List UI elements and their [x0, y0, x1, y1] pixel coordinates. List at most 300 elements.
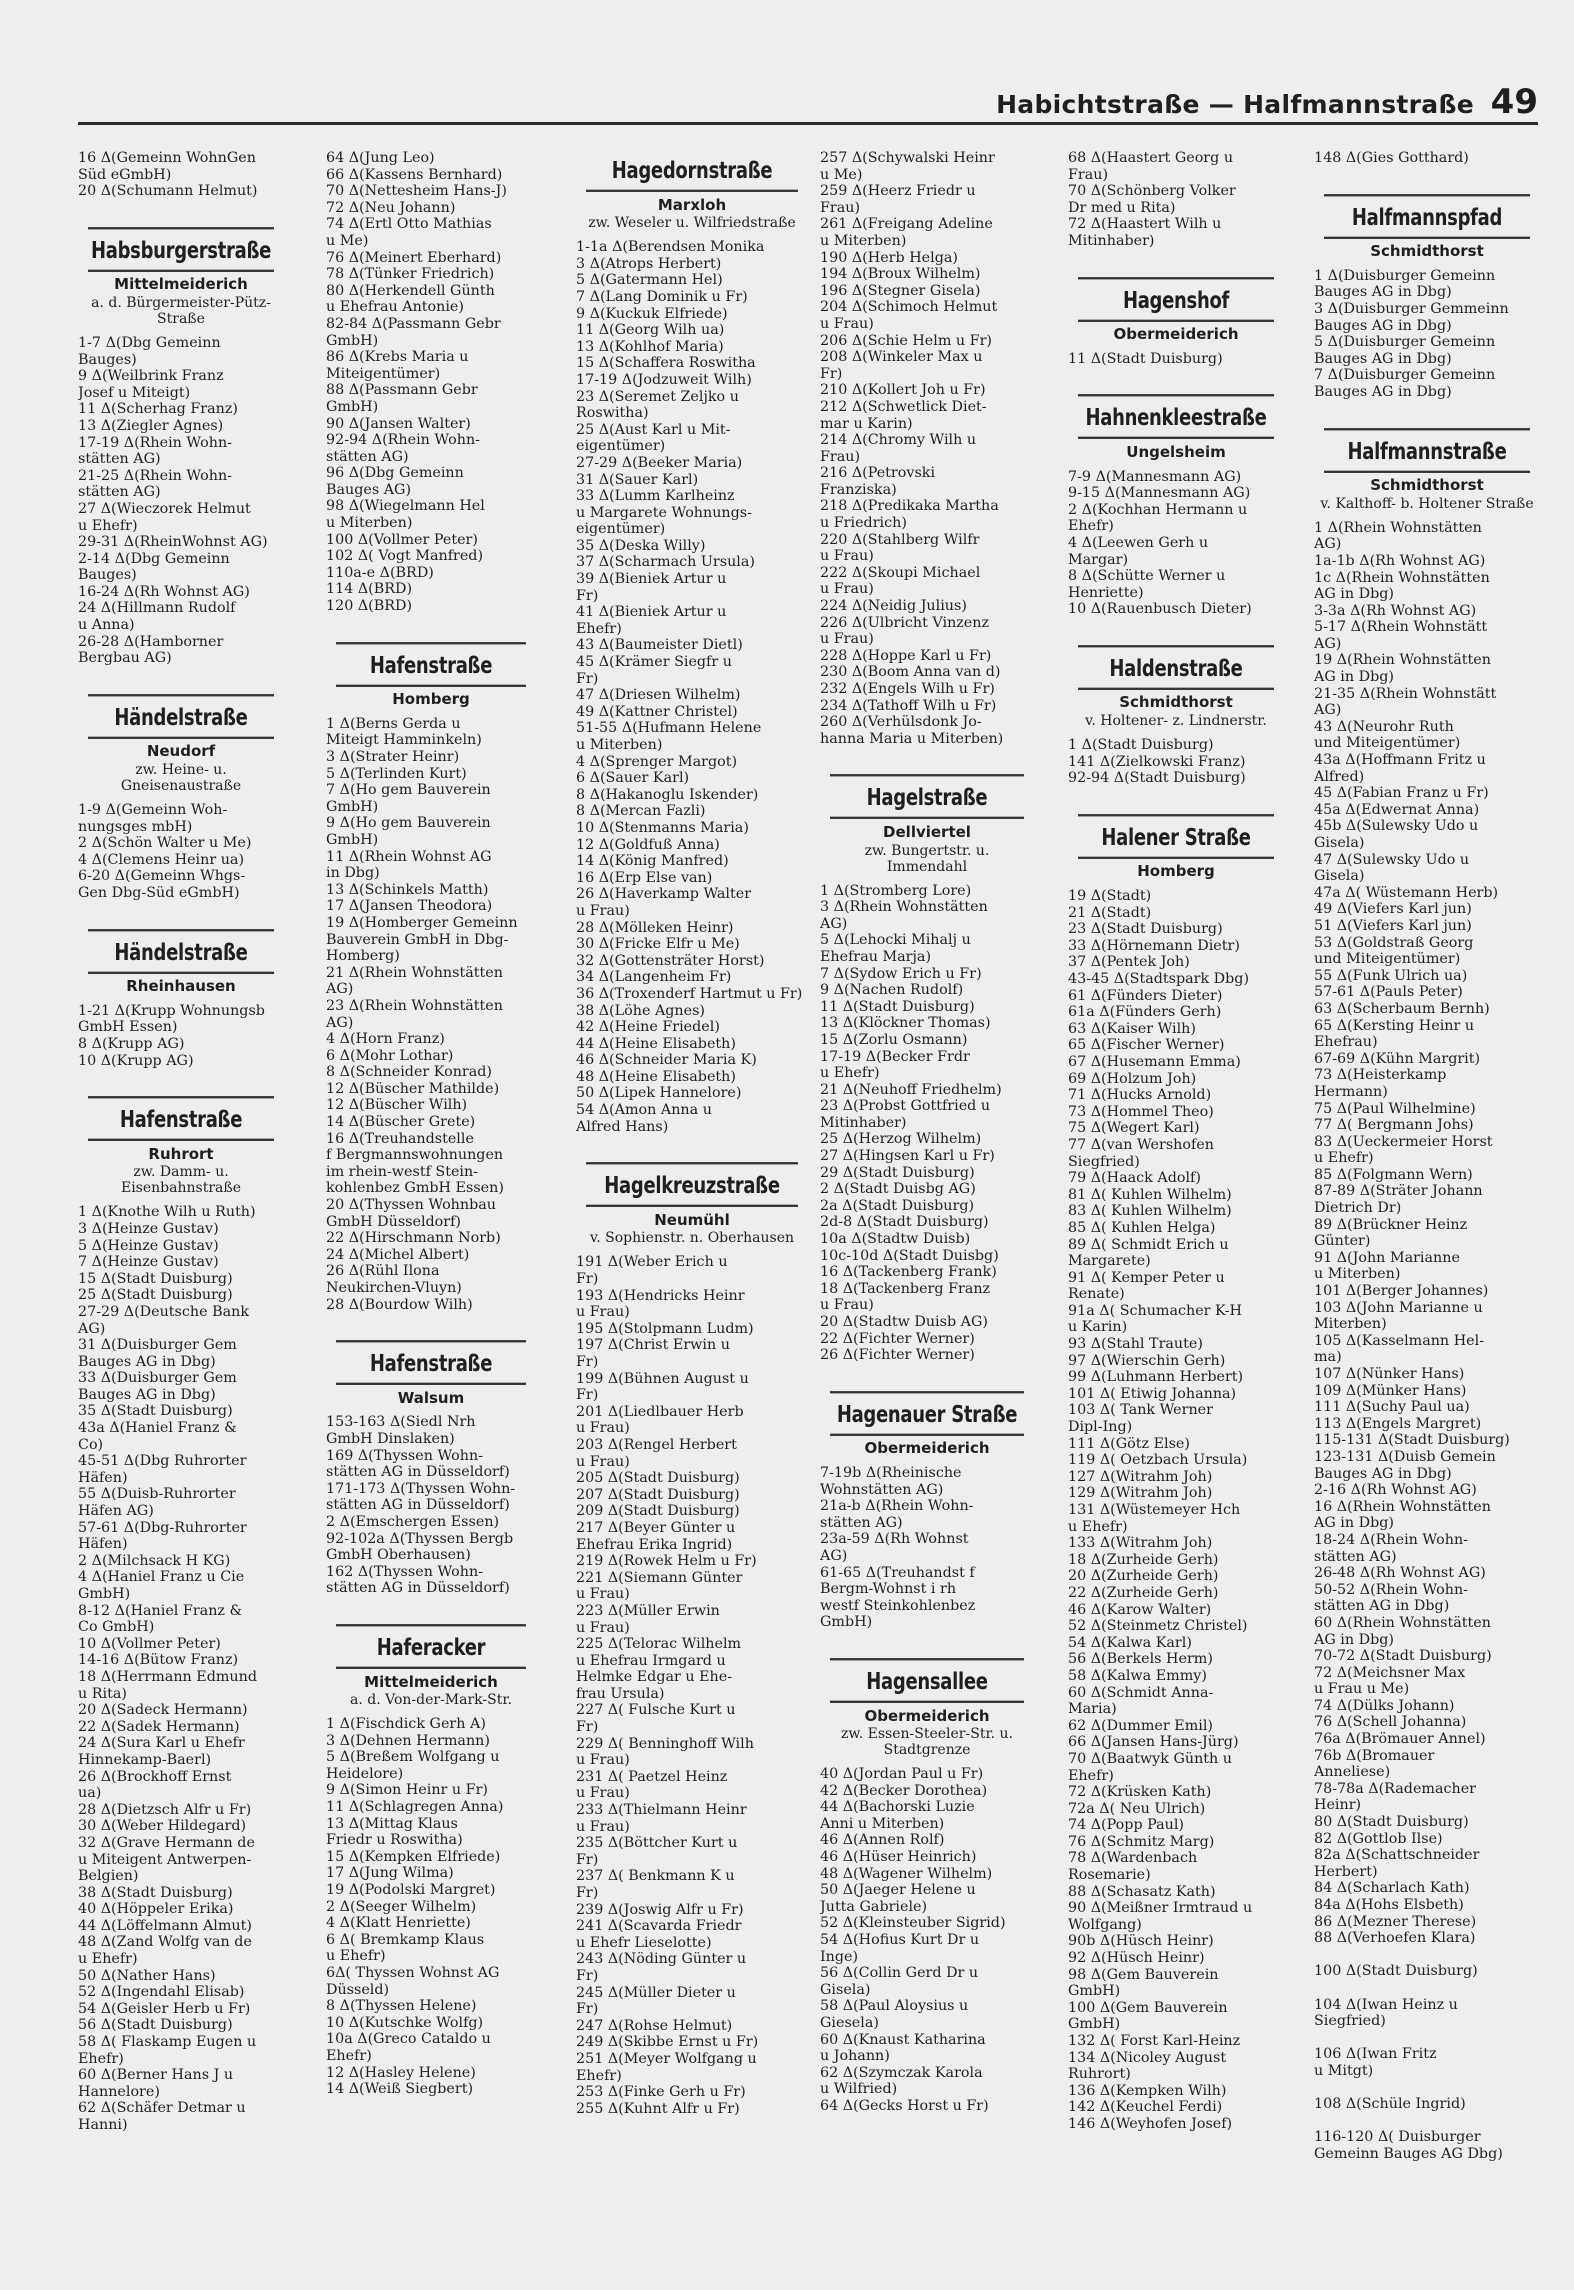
owner-entry: AG): [326, 1014, 354, 1031]
owner-entry: 86 Δ(Mezner Therese): [1314, 1913, 1477, 1930]
owner-entry: Fr): [576, 1354, 599, 1370]
owner-entry: 7 Δ(Duisburger Gemeinn: [1314, 367, 1496, 384]
owner-entry: 194 Δ(Broux Wilhelm): [820, 266, 981, 283]
owner-entry: 43a Δ(Haniel Franz &: [78, 1420, 237, 1437]
owner-entry: 29-31 Δ(RheinWohnst AG): [78, 534, 268, 551]
owner-entry: stätten AG in Düsseldorf): [326, 1580, 510, 1597]
owner-entry: Bauges): [78, 567, 137, 584]
owner-entry: 23 Δ(Rhein Wohnstätten: [326, 997, 503, 1014]
owner-entry: Bergm-Wohnst i rh: [820, 1581, 957, 1598]
owner-entry: 72a Δ( Neu Ulrich): [1068, 1800, 1206, 1817]
street-section: [1314, 197, 1540, 401]
owner-entry: 56 Δ(Collin Gerd Dr u: [820, 1965, 979, 1982]
street-name: Hafenstraße: [336, 642, 526, 686]
owner-entry: 26 Δ(Fichter Werner): [820, 1347, 975, 1364]
owner-entry: 226 Δ(Ulbricht Vinzenz: [820, 614, 990, 631]
owner-entry: 21 Δ(Stadt): [1068, 904, 1152, 921]
owner-entry: AG): [820, 915, 848, 932]
owner-entry: 47 Δ(Driesen Wilhelm): [576, 687, 741, 704]
owner-entry: eigentümer): [576, 521, 666, 538]
owner-entry: GmbH): [326, 798, 379, 815]
street-name: Hagelstraße: [830, 774, 1024, 818]
owner-entry: 136 Δ(Kempken Wilh): [1068, 2082, 1227, 2099]
owner-entry: 221 Δ(Siemann Günter: [576, 1569, 743, 1586]
owner-entry: 16 Δ(Erp Else van): [576, 869, 713, 886]
street-name: Hagedornstraße: [586, 150, 798, 191]
owner-entry: Siegfried): [1314, 2013, 1386, 2030]
owner-entry: 91 Δ( Kemper Peter u: [1068, 1269, 1225, 1286]
owner-entry: 80 Δ(Stadt Duisburg): [1314, 1814, 1469, 1831]
continued-entries: [326, 150, 536, 615]
owner-entry: u Ehefr): [78, 517, 138, 534]
owner-entry: 6 Δ(Sauer Karl): [576, 770, 690, 787]
owner-entry: Hannelore): [78, 2083, 160, 2100]
owner-entry: Siegfried): [1068, 1153, 1140, 1170]
owner-entry: 5 Δ(Terlinden Kurt): [326, 765, 467, 782]
street-district: Marxloh: [657, 195, 727, 214]
owner-entry: Franziska): [820, 481, 897, 498]
owner-entry: 74 Δ(Popp Paul): [1068, 1817, 1184, 1834]
owner-entry: 50 Δ(Lipek Hannelore): [576, 1085, 742, 1102]
owner-entry: 76 Δ(Schmitz Marg): [1068, 1833, 1215, 1850]
owner-entry: in Dbg): [326, 865, 380, 882]
owner-entry: 77 Δ(van Wershofen: [1068, 1136, 1214, 1153]
owner-entry: 92-94 Δ(Stadt Duisburg): [1068, 770, 1246, 787]
owner-entry: Herbert): [1314, 1863, 1378, 1880]
owner-entry: Wolfgang): [1068, 1916, 1142, 1933]
owner-entry: 26 Δ(Brockhoff Ernst: [78, 1768, 232, 1785]
owner-entry: 9-15 Δ(Mannesmann AG): [1068, 485, 1251, 502]
owner-entry: Ehefr): [576, 620, 622, 637]
street-section: [1068, 817, 1284, 2133]
owner-entry: 100 Δ(Gem Bauverein: [1068, 1999, 1228, 2016]
owner-entry: 10 Δ(Krupp AG): [78, 1052, 194, 1069]
owner-entry: 116-120 Δ( Duisburger: [1314, 2129, 1481, 2146]
owner-entry: stätten AG): [326, 448, 409, 465]
owner-entry: 10a Δ(Greco Cataldo u: [326, 2031, 491, 2048]
owner-entry: 241 Δ(Scavarda Friedr: [576, 1918, 742, 1935]
owner-entry: 54 Δ(Geisler Herb u Fr): [78, 2000, 251, 2017]
owner-entry: 120 Δ(BRD): [326, 598, 413, 615]
owner-entry: u Frau u Me): [1314, 1681, 1410, 1698]
owner-entry: 14 Δ(König Manfred): [576, 853, 729, 870]
page-header-title: Habichtstraße — Halfmannstraße: [996, 90, 1474, 119]
owner-entry: u Frau): [576, 1304, 630, 1321]
street-name: Haferacker: [336, 1624, 526, 1668]
owner-entry: 76 Δ(Schell Johanna): [1314, 1714, 1467, 1731]
owner-entry: 10 Δ(Kutschke Wolfg): [326, 2014, 484, 2031]
owner-entry: 78 Δ(Tünker Friedrich): [326, 266, 495, 283]
owner-entry: Ehefrau): [1314, 1034, 1378, 1051]
owner-entry: 104 Δ(Iwan Heinz u: [1314, 1996, 1458, 2013]
owner-entry: 32 Δ(Gottensträter Horst): [576, 952, 765, 969]
owner-entry: 49 Δ(Kattner Christel): [576, 703, 738, 720]
owner-entry: 26 Δ(Rühl Ilona: [326, 1263, 440, 1280]
owner-entry: Fr): [576, 1387, 599, 1404]
owner-entry: 55 Δ(Funk Ulrich ua): [1314, 967, 1468, 984]
owner-entry: 199 Δ(Bühnen August u: [576, 1370, 749, 1387]
owner-entry: u Frau): [576, 1453, 630, 1470]
owner-entry: 3-3a Δ(Rh Wohnst AG): [1314, 602, 1477, 619]
owner-entry: 8 Δ(Thyssen Helene): [326, 1998, 477, 2015]
owner-entry: 44 Δ(Heine Elisabeth): [576, 1035, 736, 1052]
owner-entry: GmbH Düsseldorf): [326, 1213, 461, 1230]
owner-entry: 12 Δ(Hasley Helene): [326, 2064, 476, 2081]
owner-entry: 88 Δ(Passmann Gebr: [326, 382, 478, 399]
owner-entry: u Ehefr): [820, 1065, 880, 1082]
owner-entry: 20 Δ(Sadeck Hermann): [78, 1702, 248, 1719]
owner-entry: 253 Δ(Finke Gerh u Fr): [576, 2084, 746, 2101]
owner-entry: 4 Δ(Leewen Gerh u: [1068, 534, 1209, 551]
owner-entry: GmbH): [326, 332, 379, 349]
owner-entry: 62 Δ(Szymczak Karola: [820, 2064, 983, 2081]
street-section: [820, 1394, 1034, 1631]
owner-entry: 1 Δ(Duisburger Gemeinn: [1314, 267, 1496, 284]
owner-entry: 5-17 Δ(Rhein Wohnstätt: [1314, 619, 1488, 636]
owner-entry: u Miterben): [1314, 1266, 1401, 1283]
street-name: Händelstraße: [88, 929, 274, 973]
owner-entry: Fr): [576, 1271, 599, 1288]
owner-entry: Margarete): [1068, 1253, 1151, 1270]
owner-entry: u Margarete Wohnungs-: [576, 504, 752, 521]
owner-entry: Giesela): [820, 2015, 879, 2031]
owner-entry: 4 Δ(Haniel Franz u Cie: [78, 1569, 245, 1586]
owner-entry: u Me): [820, 166, 863, 183]
owner-entry: 2d-8 Δ(Stadt Duisburg): [820, 1214, 989, 1231]
owner-entry: 2 Δ(Emschergen Essen): [326, 1513, 500, 1530]
continued-entries: [820, 150, 1034, 747]
owner-entry: 1-9 Δ(Gemeinn Woh-: [78, 802, 228, 819]
owner-entry: 46 Δ(Karow Walter): [1068, 1601, 1212, 1618]
owner-entry: 101 Δ( Etiwig Johanna): [1068, 1385, 1237, 1402]
street-name: Hafenstraße: [336, 1340, 526, 1384]
owner-entry: 101 Δ(Berger Johannes): [1314, 1283, 1489, 1300]
owner-entry: 48 Δ(Heine Elisabeth): [576, 1068, 736, 1085]
owner-entry: 142 Δ(Keuchel Ferdi): [1068, 2099, 1223, 2116]
owner-entry: 115-131 Δ(Stadt Duisburg): [1314, 1432, 1510, 1449]
owner-entry: 76a Δ(Brömauer Annel): [1314, 1731, 1486, 1748]
owner-entry: f Bergmannswohnungen: [326, 1147, 504, 1164]
owner-entry: 25 Δ(Herzog Wilhelm): [820, 1131, 982, 1148]
owner-entry: 195 Δ(Stolpmann Ludm): [576, 1320, 754, 1337]
owner-entry: 41 Δ(Bieniek Artur u: [576, 604, 727, 621]
owner-entry: GmbH): [326, 398, 379, 415]
owner-entry: [1314, 2080, 1540, 2097]
owner-entry: Bauges AG in Dbg): [1314, 317, 1452, 334]
owner-entry: u Mitgt): [1314, 2062, 1374, 2079]
owner-entry: 42 Δ(Heine Friedel): [576, 1019, 720, 1036]
owner-entry: 103 Δ( Tank Werner: [1068, 1402, 1213, 1419]
owner-entry: 108 Δ(Schüle Ingrid): [1314, 2096, 1466, 2113]
owner-entry: 171-173 Δ(Thyssen Wohn-: [326, 1480, 516, 1497]
owner-entry: 31 Δ(Duisburger Gem: [78, 1337, 237, 1354]
owner-entry: 6 Δ(Mohr Lothar): [326, 1047, 454, 1064]
street-name: Hafenstraße: [88, 1096, 274, 1140]
owner-entry: 66 Δ(Kassens Bernhard): [326, 166, 503, 183]
owner-entry: 1-21 Δ(Krupp Wohnungsb: [78, 1002, 265, 1019]
owner-entry: 210 Δ(Kollert Joh u Fr): [820, 382, 986, 399]
owner-entry: 220 Δ(Stahlberg Wilfr: [820, 531, 980, 548]
owner-entry: 60 Δ(Rhein Wohnstätten: [1314, 1614, 1491, 1631]
owner-entry: 5 Δ(Gatermann Hel): [576, 272, 723, 289]
owner-entry: GmbH): [820, 1614, 873, 1631]
owner-entry: u Wilfried): [820, 2081, 898, 2098]
owner-entry: 56 Δ(Stadt Duisburg): [78, 2017, 233, 2034]
owner-entry: 203 Δ(Rengel Herbert: [576, 1436, 737, 1453]
owner-entry: 24 Δ(Michel Albert): [326, 1246, 470, 1263]
owner-entry: 32 Δ(Grave Hermann de: [78, 1834, 255, 1851]
owner-entry: 20 Δ(Zurheide Gerh): [1068, 1568, 1219, 1585]
owner-entry: u Frau): [576, 1785, 630, 1802]
owner-entry: 20 Δ(Stadtw Duisb AG): [820, 1314, 988, 1330]
street-district: Homberg: [392, 690, 470, 709]
owner-entry: 28 Δ(Bourdow Wilh): [326, 1296, 473, 1313]
owner-entry: u Friedrich): [820, 515, 907, 532]
page-number: 49: [1490, 82, 1538, 122]
owner-entry: 219 Δ(Rowek Helm u Fr): [576, 1553, 757, 1570]
owner-entry: GmbH): [78, 1586, 131, 1602]
owner-entry: 46 Δ(Hüser Heinrich): [820, 1849, 977, 1866]
owner-entry: 26-28 Δ(Hamborner: [78, 633, 224, 650]
owner-entry: 1c Δ(Rhein Wohnstätten: [1314, 569, 1490, 586]
owner-entry: Günter): [1314, 1233, 1371, 1250]
street-location: a. d. Von-der-Mark-Str.: [350, 1692, 512, 1709]
owner-entry: 89 Δ(Brückner Heinz: [1314, 1216, 1468, 1233]
owner-entry: 19 Δ(Rhein Wohnstätten: [1314, 652, 1491, 669]
owner-entry: 102 Δ( Vogt Manfred): [326, 548, 484, 565]
owner-entry: 45 Δ(Fabian Franz u Fr): [1314, 785, 1489, 802]
owner-entry: 217 Δ(Beyer Günter u: [576, 1519, 736, 1536]
owner-entry: 16-24 Δ(Rh Wohnst AG): [78, 583, 250, 600]
owner-entry: 3 Δ(Dehnen Hermann): [326, 1732, 490, 1749]
owner-entry: 2-16 Δ(Rh Wohnst AG): [1314, 1482, 1477, 1499]
owner-entry: 7 Δ(Lang Dominik u Fr): [576, 288, 748, 305]
owner-entry: 30 Δ(Fricke Elfr u Me): [576, 936, 740, 953]
owner-entry: 70 Δ(Schönberg Volker: [1068, 183, 1236, 200]
owner-entry: 114 Δ(BRD): [326, 581, 413, 598]
owner-entry: 123-131 Δ(Duisb Gemein: [1314, 1448, 1496, 1465]
owner-entry: 225 Δ(Telorac Wilhelm: [576, 1636, 742, 1653]
owner-entry: 14 Δ(Weiß Siegbert): [326, 2081, 474, 2098]
owner-entry: Bergbau AG): [78, 650, 172, 667]
owner-entry: 132 Δ( Forst Karl-Heinz: [1068, 2033, 1241, 2049]
owner-entry: u Frau): [576, 1420, 630, 1437]
owner-entry: Jutta Gabriele): [820, 1898, 928, 1915]
owner-entry: 169 Δ(Thyssen Wohn-: [326, 1447, 484, 1464]
owner-entry: 63 Δ(Kaiser Wilh): [1068, 1020, 1196, 1037]
street-district: Dellviertel: [883, 822, 971, 841]
owner-entry: 15 Δ(Zorlu Osmann): [820, 1031, 968, 1048]
owner-entry: 1 Δ(Rhein Wohnstätten: [1314, 519, 1482, 536]
owner-entry: u Rita): [78, 1685, 127, 1702]
owner-entry: 148 Δ(Gies Gotthard): [1314, 150, 1469, 166]
street-name: Hahnenkleestraße: [1078, 394, 1274, 438]
owner-entry: 7 Δ(Ho gem Bauverein: [326, 782, 491, 799]
owner-entry: 58 Δ(Paul Aloysius u: [820, 1998, 969, 2015]
owner-entry: 99 Δ(Luhmann Herbert): [1068, 1369, 1244, 1386]
owner-entry: 15 Δ(Schaffera Roswitha: [576, 355, 756, 372]
owner-entry: [1314, 1947, 1540, 1964]
owner-entry: 44 Δ(Löffelmann Almut): [78, 1917, 252, 1934]
owner-entry: 17 Δ(Jung Wilma): [326, 1865, 454, 1882]
owner-entry: 81 Δ( Kuhlen Wilhelm): [1068, 1186, 1232, 1203]
owner-entry: 42 Δ(Becker Dorothea): [820, 1782, 988, 1799]
owner-entry: 7 Δ(Heinze Gustav): [78, 1254, 219, 1271]
owner-entry: 34 Δ(Langenheim Fr): [576, 969, 732, 986]
owner-entry: u Frau): [820, 581, 874, 598]
owner-entry: Fr): [576, 1967, 599, 1984]
owner-entry: 8 Δ(Mercan Fazli): [576, 803, 706, 820]
owner-entry: 36 Δ(Troxenderf Hartmut u Fr): [576, 985, 803, 1002]
owner-entry: eigentümer): [576, 438, 666, 455]
owner-entry: 65 Δ(Kersting Heinr u: [1314, 1017, 1475, 1034]
owner-entry: 190 Δ(Herb Helga): [820, 249, 958, 266]
owner-entry: GmbH Oberhausen): [326, 1547, 471, 1564]
street-location: a. d. Bürgermeister-Pütz-Straße: [91, 294, 271, 327]
owner-entry: 54 Δ(Amon Anna u: [576, 1102, 712, 1119]
owner-entry: u Frau): [576, 1619, 630, 1636]
owner-entry: 37 Δ(Scharmach Ursula): [576, 554, 755, 571]
column-1: [78, 150, 284, 2270]
owner-entry: 10a Δ(Stadtw Duisb): [820, 1231, 971, 1248]
owner-entry: 113 Δ(Engels Margret): [1314, 1415, 1482, 1432]
owner-entry: 27-29 Δ(Beeker Maria): [576, 454, 743, 471]
street-name: Händelstraße: [88, 694, 274, 738]
owner-entry: 255 Δ(Kuhnt Alfr u Fr): [576, 2100, 740, 2117]
owner-entry: 43 Δ(Baumeister Dietl): [576, 637, 743, 654]
street-district: Schmidthorst: [1370, 242, 1484, 261]
owner-entry: 3 Δ(Rhein Wohnstätten: [820, 899, 988, 916]
owner-entry: 93 Δ(Stahl Traute): [1068, 1336, 1203, 1353]
street-district: Mittelmeiderich: [364, 1672, 498, 1691]
owner-entry: u Frau): [820, 1297, 874, 1314]
owner-entry: 18 Δ(Zurheide Gerh): [1068, 1551, 1219, 1568]
owner-entry: 224 Δ(Neidig Julius): [820, 598, 967, 615]
owner-entry: AG): [78, 1320, 106, 1337]
owner-entry: 127 Δ(Witrahm Joh): [1068, 1468, 1213, 1485]
page-header: [78, 82, 1538, 125]
owner-entry: Ruhrort): [1068, 2066, 1131, 2083]
owner-entry: 216 Δ(Petrovski: [820, 465, 936, 482]
street-section: [576, 150, 808, 1135]
owner-entry: Alfred Hans): [576, 1118, 669, 1135]
owner-entry: 61 Δ(Fünders Dieter): [1068, 987, 1223, 1004]
column-5: [1068, 150, 1284, 2270]
owner-entry: 5 Δ(Heinze Gustav): [78, 1237, 219, 1254]
owner-entry: 2 Δ(Schön Walter u Me): [78, 835, 252, 852]
owner-entry: 98 Δ(Gem Bauverein: [1068, 1966, 1219, 1983]
owner-entry: 52 Δ(Kleinsteuber Sigrid): [820, 1915, 1006, 1932]
owner-entry: Maria): [1068, 1701, 1117, 1718]
owner-entry: 8 Δ(Krupp AG): [78, 1035, 185, 1052]
owner-entry: u Miteigent Antwerpen-: [78, 1851, 252, 1868]
owner-entry: 74 Δ(Ertl Otto Mathias: [326, 216, 492, 233]
owner-entry: Frau): [820, 448, 861, 465]
owner-entry: und Miteigentümer): [1314, 951, 1461, 968]
owner-entry: 33 Δ(Hörnemann Dietr): [1068, 937, 1240, 954]
street-district: Obermeiderich: [864, 1439, 990, 1458]
street-section: [326, 645, 536, 1314]
owner-entry: 5 Δ(Breßem Wolfgang u: [326, 1749, 500, 1766]
owner-entry: 90b Δ(Hüsch Heinr): [1068, 1933, 1214, 1950]
street-section: [1068, 648, 1284, 787]
continued-entries: [78, 150, 284, 200]
owner-entry: GmbH): [1068, 2016, 1121, 2033]
owner-entry: 17 Δ(Jansen Theodora): [326, 898, 493, 915]
owner-entry: 67 Δ(Husemann Emma): [1068, 1053, 1241, 1070]
owner-entry: 11 Δ(Scherhag Franz): [78, 401, 238, 418]
owner-entry: 80 Δ(Herkendell Günth: [326, 282, 495, 299]
owner-entry: 11 Δ(Schlagregen Anna): [326, 1799, 504, 1816]
owner-entry: 70 Δ(Baatwyk Günth u: [1068, 1750, 1233, 1767]
owner-entry: 119 Δ( Oetzbach Ursula): [1068, 1452, 1248, 1469]
owner-entry: 235 Δ(Böttcher Kurt u: [576, 1835, 738, 1852]
owner-entry: 16 Δ(Gemeinn WohnGen: [78, 150, 256, 166]
street-district: Walsum: [397, 1388, 465, 1407]
owner-entry: Häfen AG): [78, 1503, 154, 1520]
owner-entry: 234 Δ(Tathoff Wilh u Fr): [820, 697, 997, 714]
owner-entry: u Ehefr): [1314, 1150, 1374, 1167]
owner-entry: 92 Δ(Hüsch Heinr): [1068, 1950, 1205, 1967]
owner-entry: 208 Δ(Winkeler Max u: [820, 349, 983, 366]
owner-entry: 232 Δ(Engels Wilh u Fr): [820, 681, 995, 697]
street-name: Hagensallee: [830, 1658, 1024, 1702]
owner-entry: hanna Maria u Miterben): [820, 730, 1004, 747]
owner-entry: 24 Δ(Hillmann Rudolf: [78, 600, 236, 617]
owner-entry: kohlenbez GmbH Essen): [326, 1180, 504, 1197]
owner-entry: 63 Δ(Scherbaum Bernh): [1314, 1000, 1490, 1017]
owner-entry: 17-19 Δ(Jodzuweit Wilh): [576, 371, 752, 388]
owner-entry: 111 Δ(Götz Else): [1068, 1435, 1190, 1452]
owner-entry: 5 Δ(Lehocki Mihalj u: [820, 932, 971, 949]
owner-entry: u Miterben): [820, 232, 907, 249]
owner-entry: 35 Δ(Stadt Duisburg): [78, 1403, 233, 1420]
owner-entry: 229 Δ( Benninghoff Wilh: [576, 1735, 754, 1752]
street-section: [820, 1661, 1034, 2115]
owner-entry: Heinr): [1314, 1797, 1362, 1814]
street-location: zw. Damm- u. Eisenbahnstraße: [120, 1164, 241, 1197]
owner-entry: Bauges AG in Dbg): [1314, 1465, 1452, 1482]
owner-entry: 21a-b Δ(Rhein Wohn-: [820, 1498, 974, 1515]
owner-entry: u Ehefr): [1068, 1518, 1128, 1535]
owner-entry: Dipl-Ing): [1068, 1419, 1133, 1436]
owner-entry: 45 Δ(Krämer Siegfr u: [576, 654, 732, 671]
street-section: [78, 697, 284, 902]
owner-entry: 6 Δ( Bremkamp Klaus: [326, 1931, 485, 1948]
owner-entry: Fr): [576, 670, 599, 687]
owner-entry: 9 Δ(Ho gem Bauverein: [326, 815, 491, 832]
owner-entry: 6-20 Δ(Gemeinn Whgs-: [78, 868, 246, 885]
owner-entry: 21-25 Δ(Rhein Wohn-: [78, 467, 232, 484]
owner-entry: 61-65 Δ(Treuhandst f: [820, 1564, 975, 1581]
owner-entry: 48 Δ(Zand Wolfg van de: [78, 1934, 252, 1951]
owner-entry: u Ehefrau Irmgard u: [576, 1652, 726, 1669]
owner-entry: 6Δ( Thyssen Wohnst AG: [326, 1965, 500, 1981]
owner-entry: 97 Δ(Wierschin Gerh): [1068, 1352, 1226, 1369]
owner-entry: 10 Δ(Stenmanns Maria): [576, 819, 749, 836]
owner-entry: u Frau): [576, 902, 630, 919]
owner-entry: und Miteigentümer): [1314, 735, 1461, 752]
owner-entry: 9 Δ(Simon Heinr u Fr): [326, 1782, 488, 1799]
owner-entry: stätten AG): [1314, 1548, 1397, 1565]
owner-entry: Bauges AG in Dbg): [78, 1386, 216, 1403]
owner-entry: Häfen): [78, 1469, 128, 1486]
owner-entry: 76b Δ(Bromauer: [1314, 1747, 1435, 1764]
owner-entry: u Ehefr Lieselotte): [576, 1934, 712, 1951]
owner-entry: 3 Δ(Atrops Herbert): [576, 255, 722, 272]
owner-entry: 105 Δ(Kasselmann Hel-: [1314, 1332, 1485, 1349]
owner-entry: AG): [1314, 536, 1342, 553]
